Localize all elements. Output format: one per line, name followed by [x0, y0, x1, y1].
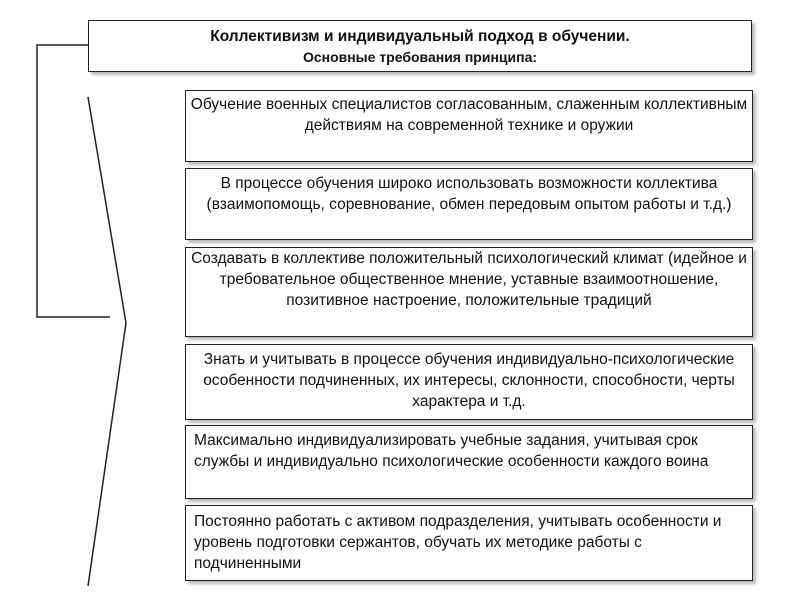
principle-item-5 [185, 425, 753, 499]
principle-item-text: Создавать в коллективе положительный психологический климат (идейное и требовательное общественное мнение, уставные взаимоотношение, позитивное настроение, положительные традиций [191, 250, 747, 309]
header-title: Коллективизм и индивидуальный подход в обучении. [210, 28, 630, 45]
header-subtitle: Основные требования принципа: [302, 49, 538, 65]
principle-item-text: Знать и учитывать в процессе обучения индивидуально-психологические особенности подчиненных, их интересы, склонности, способности, черты характера и т.д. [203, 351, 735, 410]
principle-item-6 [185, 505, 753, 581]
principle-item-text: Постоянно работать с активом подразделения, учитывать особенности и уровень подготовки сержантов, обучать их методике работы с подчиненными [194, 513, 722, 572]
principle-item-4 [185, 344, 753, 420]
header-box [88, 20, 752, 72]
chevron-shape [88, 97, 126, 586]
principle-item-text: В процессе обучения широко использовать возможности коллектива (взаимопомощь, соревнование, обмен передовым опытом работы и т.д.) [206, 175, 732, 213]
principle-item-3 [185, 247, 753, 337]
principle-item-1 [185, 90, 753, 162]
principle-item-text: Максимально индивидуализировать учебные задания, учитывая срок службы и индивидуально психологические особенности каждого воина [194, 432, 709, 470]
bracket-line [37, 45, 110, 317]
principle-item-2 [185, 168, 753, 240]
principle-item-text: Обучение военных специалистов согласованным, слаженным коллективным действиям на современной технике и оружии [190, 96, 748, 134]
